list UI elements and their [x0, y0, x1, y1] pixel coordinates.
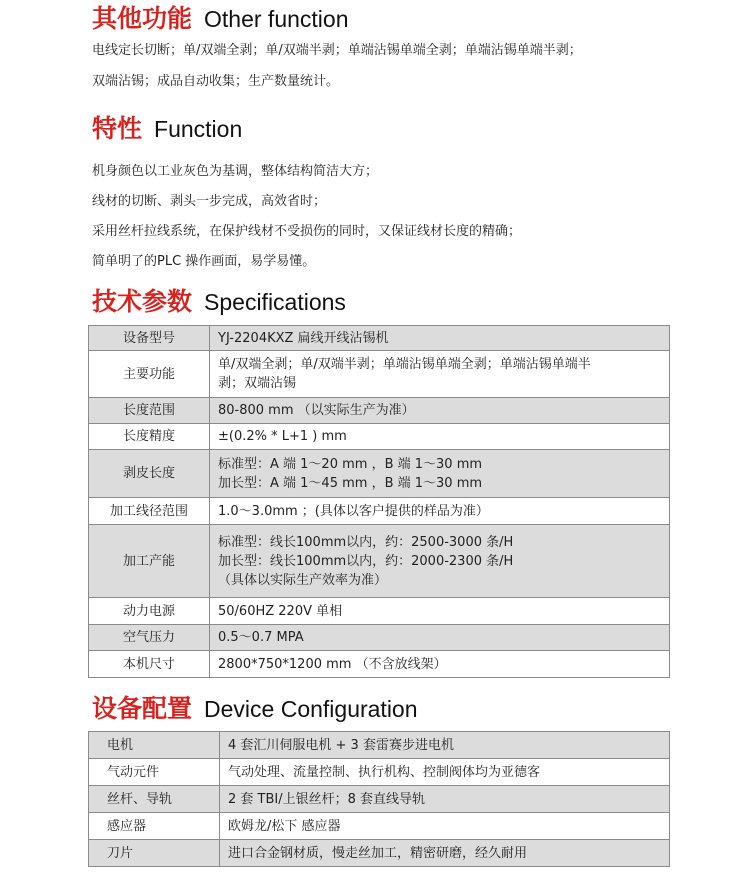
spec-value: 单/双端全剥；单/双端半剥；单端沾锡单端全剥；单端沾锡单端半 剥；双端沾锡	[210, 351, 670, 398]
feature-line: 采用丝杆拉线系统，在保护线材不受损伤的同时，又保证线材长度的精确；	[92, 224, 522, 239]
spec-value: 0.5～0.7 MPA	[210, 625, 670, 651]
spec-key: 剥皮长度	[89, 450, 210, 498]
spec-value: YJ-2204KXZ 扁线开线沾锡机	[210, 326, 670, 351]
spec-key: 动力电源	[89, 598, 210, 625]
heading-cn: 技术参数	[92, 287, 193, 316]
heading-en: Function	[154, 116, 243, 142]
table-row	[89, 525, 670, 598]
heading-other-function	[92, 2, 348, 34]
spec-key: 长度精度	[89, 424, 210, 450]
spec-key: 设备型号	[89, 326, 210, 351]
device-key: 刀片	[89, 840, 220, 867]
table-row	[89, 424, 670, 450]
heading-en: Specifications	[204, 289, 346, 315]
device-key: 感应器	[89, 813, 220, 840]
table-row	[89, 625, 670, 651]
heading-device-configuration	[92, 692, 418, 724]
spec-value: 标准型：A 端 1～20 mm ，B 端 1～30 mm 加长型：A 端 1～45 mm ，B 端 1～30 mm	[210, 450, 670, 498]
spec-key: 加工产能	[89, 525, 210, 598]
table-row	[89, 732, 670, 759]
device-key: 气动元件	[89, 759, 220, 786]
device-value: 进口合金钢材质，慢走丝加工，精密研磨，经久耐用	[220, 840, 670, 867]
table-row	[89, 813, 670, 840]
device-value: 2 套 TBI/上银丝杆；8 套直线导轨	[220, 786, 670, 813]
spec-value: 80-800 mm （以实际生产为准）	[210, 398, 670, 424]
table-row	[89, 326, 670, 351]
table-row	[89, 598, 670, 625]
device-key: 丝杆、导轨	[89, 786, 220, 813]
table-row	[89, 759, 670, 786]
spec-value: 2800*750*1200 mm （不含放线架）	[210, 651, 670, 678]
spec-table	[88, 325, 670, 678]
device-table	[88, 731, 670, 867]
device-key: 电机	[89, 732, 220, 759]
heading-en: Device Configuration	[204, 696, 418, 722]
heading-function	[92, 112, 242, 144]
device-value: 4 套汇川伺服电机 + 3 套雷赛步进电机	[220, 732, 670, 759]
other-line: 双端沾锡；成品自动收集；生产数量统计。	[92, 74, 340, 89]
heading-en: Other function	[204, 6, 349, 32]
feature-line: 机身颜色以工业灰色为基调，整体结构简洁大方；	[92, 164, 379, 179]
table-row	[89, 351, 670, 398]
device-value: 气动处理、流量控制、执行机构、控制阀体均为亚德客	[220, 759, 670, 786]
table-row	[89, 651, 670, 678]
spec-key: 加工线径范围	[89, 498, 210, 525]
table-row	[89, 450, 670, 498]
table-row	[89, 840, 670, 867]
heading-specifications	[92, 285, 346, 317]
heading-cn: 设备配置	[92, 694, 193, 723]
spec-value: ±(0.2% * L+1 ) mm	[210, 424, 670, 450]
heading-cn: 特性	[92, 114, 143, 143]
spec-value: 1.0～3.0mm ；(具体以客户提供的样品为准）	[210, 498, 670, 525]
device-value: 欧姆龙/松下 感应器	[220, 813, 670, 840]
spec-key: 本机尺寸	[89, 651, 210, 678]
table-row	[89, 398, 670, 424]
feature-line: 简单明了的PLC 操作画面，易学易懂。	[92, 254, 316, 269]
spec-value: 标准型：线长100mm以内，约：2500-3000 条/H 加长型：线长100mm以内，约：2000-2300 条/H （具体以实际生产效率为准）	[210, 525, 670, 598]
other-line: 电线定长切断；单/双端全剥；单/双端半剥；单端沾锡单端全剥；单端沾锡单端半剥；	[92, 43, 582, 58]
spec-key: 长度范围	[89, 398, 210, 424]
feature-line: 线材的切断、剥头一步完成，高效省时；	[92, 194, 327, 209]
spec-value: 50/60HZ 220V 单相	[210, 598, 670, 625]
spec-key: 主要功能	[89, 351, 210, 398]
heading-rule	[270, 132, 650, 164]
table-row	[89, 498, 670, 525]
table-row	[89, 786, 670, 813]
spec-key: 空气压力	[89, 625, 210, 651]
heading-cn: 其他功能	[92, 4, 193, 33]
